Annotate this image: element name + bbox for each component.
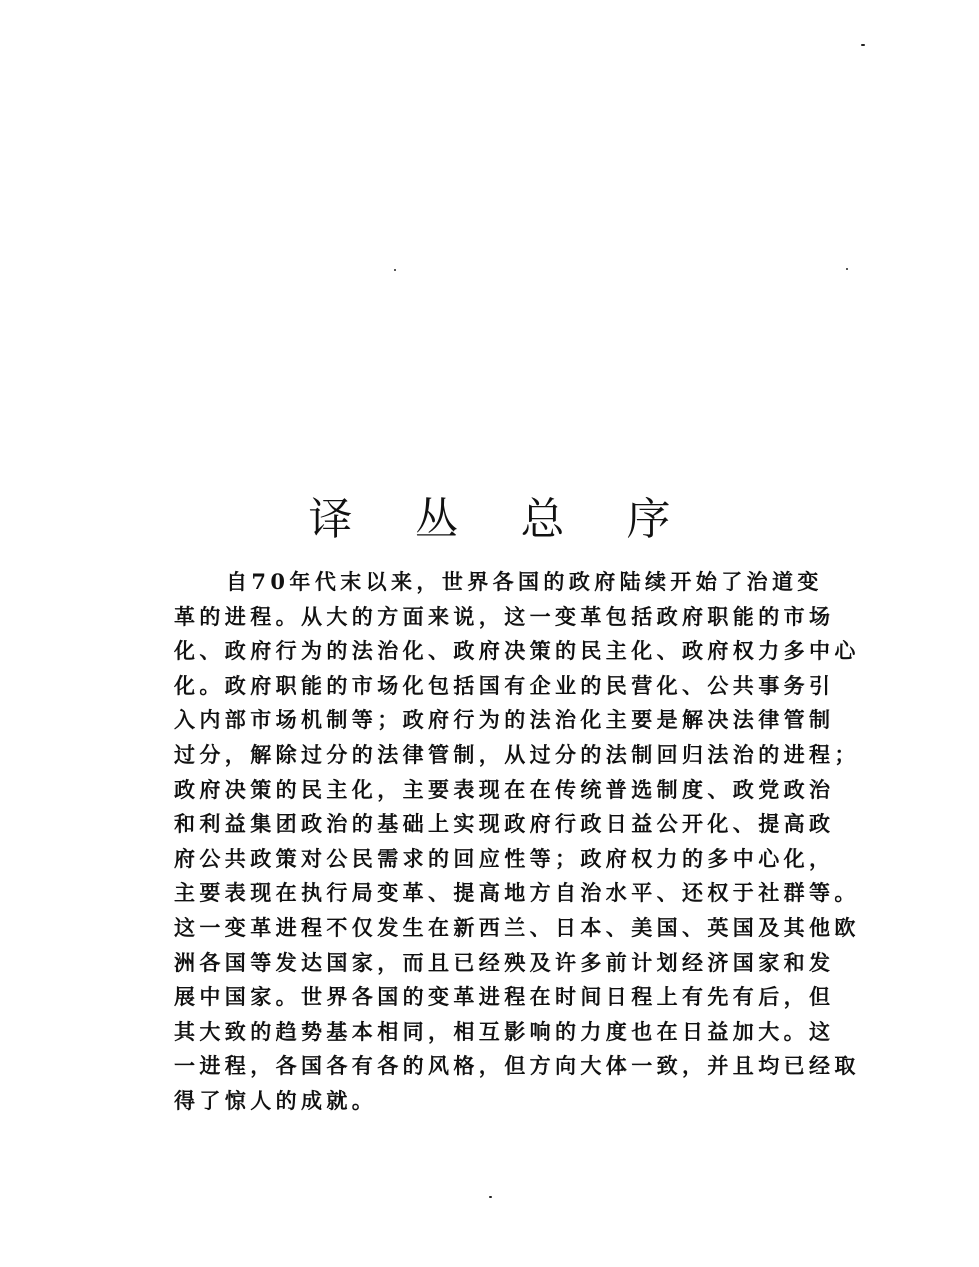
text-line: 化、政府行为的法治化、政府决策的民主化、政府权力多中心 [174,638,860,664]
scan-speck [861,44,865,46]
page-title: 译 丛 总 序 [308,494,695,546]
text-line: 革的进程。从大的方面来说，这一变革包括政府职能的市场 [174,603,835,629]
text-line: 化。政府职能的市场化包括国有企业的民营化、公共事务引 [174,672,835,698]
text-line: 一进程，各国各有各的风格，但方向大体一致，并且均已经取 [174,1053,860,1079]
scan-speck [846,268,848,270]
text-line: 这一变革进程不仅发生在新西兰、日本、美国、英国及其他欧 [174,914,860,940]
text-line: 过分，解除过分的法律管制，从过分的法制回归法治的进程； [174,741,860,767]
text-line: 展中国家。世界各国的变革进程在时间日程上有先有后，但 [174,984,835,1010]
text-line: 主要表现在执行局变革、提高地方自治水平、还权于社群等。 [174,880,860,906]
preface-body [174,565,860,1119]
text-line: 洲各国等发达国家，而且已经殃及许多前计划经济国家和发 [174,949,835,975]
text-line: 府公共政策对公民需求的回应性等；政府权力的多中心化， [174,845,835,871]
text-line: 得了惊人的成就。 [174,1087,378,1113]
text-line: 自70年代末以来，世界各国的政府陆续开始了治道变 [226,569,823,594]
scan-speck [489,1196,492,1198]
text-line: 其大致的趋势基本相同，相互影响的力度也在日益加大。这 [174,1018,835,1044]
scan-speck [394,269,396,271]
text-line: 和利益集团政治的基础上实现政府行政日益公开化、提高政 [174,811,835,837]
text-line: 入内部市场机制等；政府行为的法治化主要是解决法律管制 [174,707,835,733]
text-line: 政府决策的民主化，主要表现在在传统普选制度、政党政治 [174,776,835,802]
